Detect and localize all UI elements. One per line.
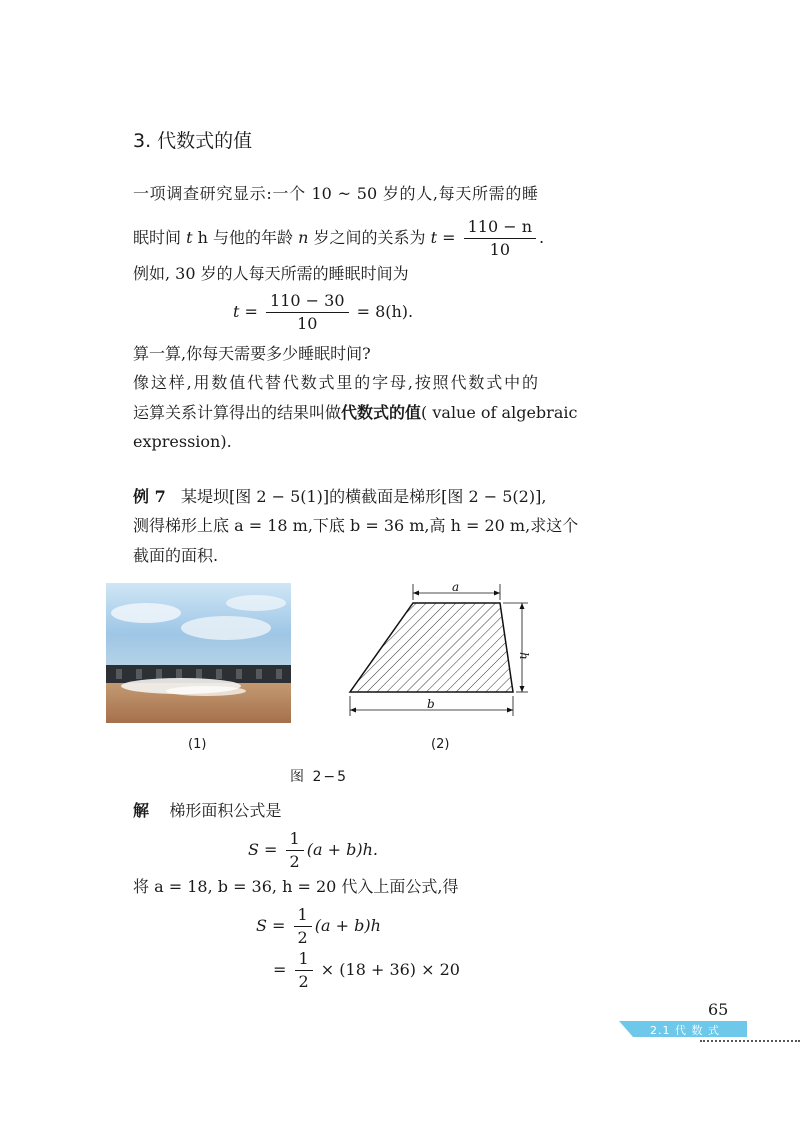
fraction-numerator: 1 bbox=[295, 950, 313, 971]
solution-label: 解 bbox=[133, 801, 150, 820]
fraction-denominator: 2 bbox=[297, 928, 308, 947]
fraction-numerator: 110 − n bbox=[464, 218, 536, 239]
var-t: t bbox=[233, 302, 240, 321]
var-t: t bbox=[430, 228, 438, 247]
text: h 与他的年龄 bbox=[192, 228, 299, 247]
fraction-half bbox=[295, 950, 313, 991]
fraction-half bbox=[286, 830, 304, 871]
paragraph-line-formula bbox=[133, 218, 544, 259]
fraction-numerator: 1 bbox=[294, 906, 312, 927]
section-title: 3. 代数式的值 bbox=[133, 130, 253, 152]
term-value-of-expression: 代数式的值 bbox=[341, 403, 422, 422]
formula-sleep-example bbox=[233, 292, 413, 333]
text: ( value of algebraic bbox=[421, 403, 578, 422]
arrowhead bbox=[507, 708, 513, 713]
expression: (a + b)h. bbox=[306, 840, 378, 859]
arrowhead bbox=[350, 708, 356, 713]
fraction bbox=[464, 218, 536, 259]
fraction-numerator: 110 − 30 bbox=[266, 292, 348, 313]
paragraph-line-definition bbox=[133, 402, 577, 424]
fraction-denominator: 2 bbox=[289, 852, 300, 871]
fraction-half bbox=[294, 906, 312, 947]
label-h: h bbox=[517, 652, 531, 660]
fraction-denominator: 2 bbox=[298, 972, 309, 991]
paragraph-line: 算一算,你每天需要多少睡眠时间? bbox=[133, 344, 371, 363]
text: 岁之间的关系为 bbox=[308, 228, 431, 247]
text: 眠时间 bbox=[133, 228, 187, 247]
arrowhead bbox=[413, 591, 419, 596]
fraction-numerator: 1 bbox=[286, 830, 304, 851]
formula-substitution bbox=[256, 906, 381, 947]
label-b: b bbox=[427, 697, 435, 711]
expression: × (18 + 36) × 20 bbox=[315, 960, 460, 979]
page-number: 65 bbox=[708, 1000, 729, 1019]
chapter-label: 2.1 代 数 式 bbox=[650, 1024, 720, 1037]
example-label: 例 7 bbox=[133, 487, 166, 506]
var-s: S bbox=[248, 840, 259, 859]
equals: = bbox=[239, 302, 264, 321]
paragraph-line: 像这样,用数值代替代数式里的字母,按照代数式中的 bbox=[133, 373, 538, 392]
subcaption-1: (1) bbox=[188, 737, 207, 752]
equals: = bbox=[273, 960, 292, 979]
paragraph-line: 例如, 30 岁的人每天所需的睡眠时间为 bbox=[133, 264, 409, 283]
equals: = bbox=[266, 916, 291, 935]
fraction-denominator: 10 bbox=[489, 240, 511, 259]
text: 梯形面积公式是 bbox=[169, 801, 282, 820]
figure-caption: 图 2−5 bbox=[290, 769, 348, 785]
paragraph-line: expression). bbox=[133, 432, 232, 451]
var-t: t bbox=[186, 228, 193, 247]
solution-line: 将 a = 18, b = 36, h = 20 代入上面公式,得 bbox=[133, 877, 459, 896]
dam-photo bbox=[106, 583, 291, 723]
formula-evaluation bbox=[273, 950, 460, 991]
equals: = bbox=[437, 228, 461, 247]
trapezoid-shape bbox=[350, 603, 513, 692]
equals: = bbox=[258, 840, 283, 859]
example-line bbox=[133, 486, 546, 508]
fraction bbox=[266, 292, 348, 333]
arrowhead bbox=[520, 603, 525, 609]
example-line: 截面的面积. bbox=[133, 546, 219, 565]
period: . bbox=[539, 228, 545, 247]
text: 运算关系计算得出的结果叫做 bbox=[133, 403, 342, 422]
text: 某堤坝[图 2 − 5(1)]的横截面是梯形[图 2 − 5(2)], bbox=[180, 487, 547, 506]
arrowhead bbox=[494, 591, 500, 596]
var-s: S bbox=[256, 916, 267, 935]
footer-dotted-rule bbox=[700, 1040, 800, 1042]
arrowhead bbox=[520, 686, 525, 692]
paragraph-line: 一项调查研究显示:一个 10 ~ 50 岁的人,每天所需的睡 bbox=[133, 184, 538, 203]
label-a: a bbox=[452, 580, 460, 594]
formula-area bbox=[248, 830, 378, 871]
trapezoid-diagram bbox=[340, 580, 540, 720]
var-n: n bbox=[298, 228, 309, 247]
fraction-denominator: 10 bbox=[297, 314, 318, 333]
example-line: 测得梯形上底 a = 18 m,下底 b = 36 m,高 h = 20 m,求这个 bbox=[133, 516, 579, 535]
solution-line bbox=[133, 800, 281, 822]
result: = 8(h). bbox=[351, 302, 414, 321]
subcaption-2: (2) bbox=[431, 737, 450, 752]
expression: (a + b)h bbox=[314, 916, 381, 935]
